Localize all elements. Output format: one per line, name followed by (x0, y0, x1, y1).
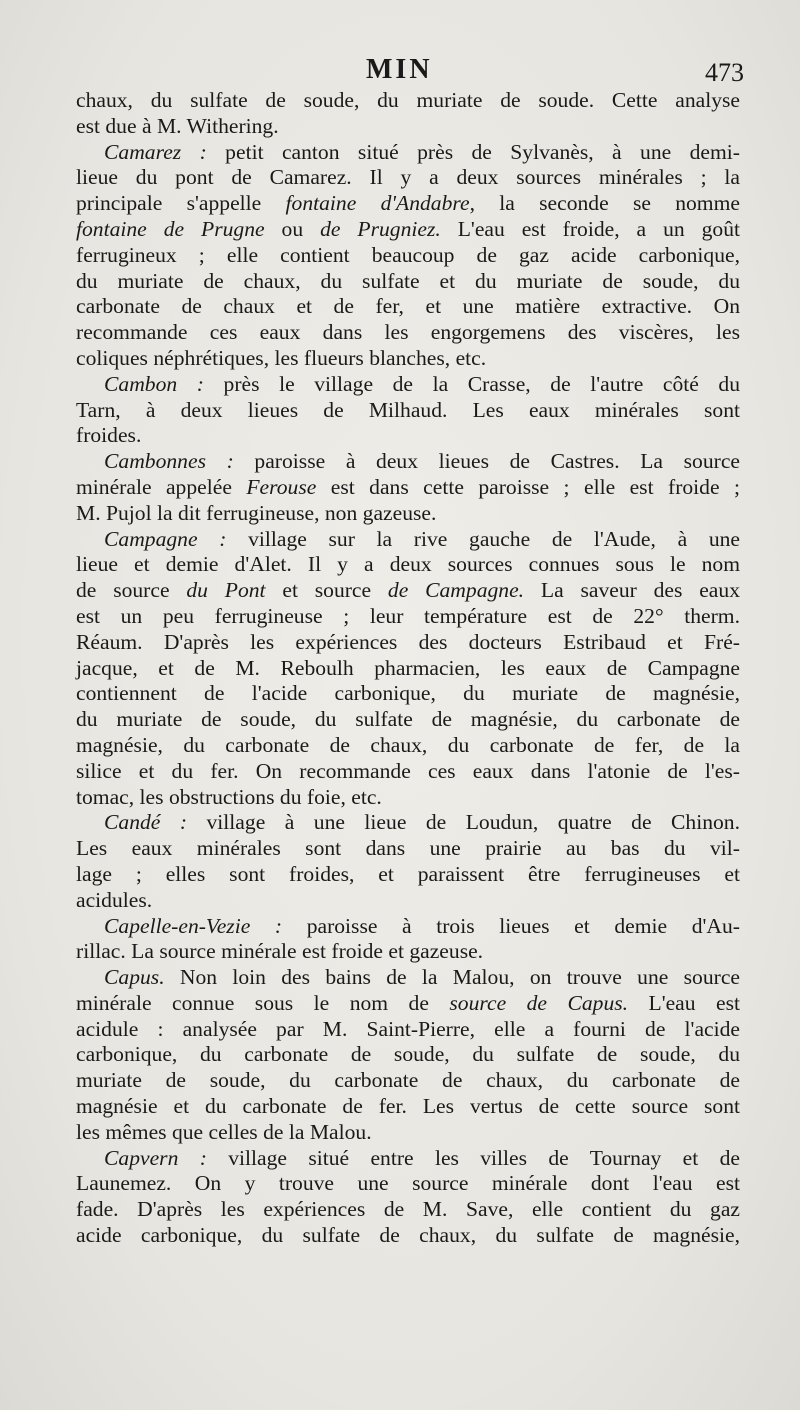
text-segment: lage ; elles sont froides, et paraissent être ferrugineuses et (76, 861, 740, 886)
text-line (76, 578, 740, 604)
text-line (76, 346, 740, 372)
text-line (76, 939, 740, 965)
text-segment: est un peu ferrugineuse ; leur température est de 22° therm. (76, 603, 740, 628)
text-segment: du muriate de chaux, du sulfate et du muriate de soude, du (76, 268, 740, 293)
text-line (76, 656, 740, 682)
italic-text: Cambonnes : (104, 449, 234, 474)
text-segment: magnésie, du carbonate de chaux, du carbonate de fer, de la (76, 732, 740, 757)
text-line (76, 914, 740, 940)
text-segment: Non loin des bains de la Malou, on trouve une source (164, 965, 740, 990)
text-line (76, 1146, 740, 1172)
italic-text: Campagne : (104, 526, 227, 551)
text-segment: M. Pujol la dit ferrugineuse, non gazeuse. (76, 500, 437, 525)
italic-text: de Campagne. (387, 578, 525, 603)
text-segment: lieue et demie d'Alet. Il y a deux sources connues sous le nom (76, 552, 740, 577)
text-segment: Tarn, à deux lieues de Milhaud. Les eaux minérales sont (76, 397, 740, 422)
text-segment: près le village de la Crasse, de l'autre côté du (203, 371, 740, 396)
text-line (76, 294, 740, 320)
text-segment: silice et du fer. On recommande ces eaux dans l'atonie de l'es- (76, 758, 740, 783)
text-line (76, 991, 740, 1017)
text-segment: froides. (76, 423, 142, 448)
text-segment: ferrugineux ; elle contient beaucoup de gaz acide carbonique, (76, 242, 740, 267)
text-line (76, 785, 740, 811)
text-segment: chaux, du sulfate de soude, du muriate de soude. Cette analyse (76, 88, 740, 112)
text-segment: minérale appelée (76, 474, 247, 499)
text-line (76, 243, 740, 269)
text-segment: carbonate de chaux et de fer, et une matière extractive. On (76, 294, 740, 319)
text-line (76, 217, 740, 243)
text-line (76, 836, 740, 862)
text-line (76, 140, 740, 166)
italic-text: Capvern : (104, 1145, 207, 1170)
text-line (76, 1017, 740, 1043)
text-segment: village sur la rive gauche de l'Aude, à une (226, 526, 740, 551)
text-line (76, 114, 740, 140)
text-segment: village situé entre les villes de Tournay et de (206, 1145, 740, 1170)
italic-text: fontaine de Prugne (76, 216, 265, 241)
text-line (76, 965, 740, 991)
text-segment: acidule : analysée par M. Saint-Pierre, elle a fourni de l'acide (76, 1016, 740, 1041)
text-line (76, 372, 740, 398)
text-segment: principale s'appelle (76, 191, 286, 216)
text-line (76, 862, 740, 888)
text-segment: acidules. (76, 887, 153, 912)
text-segment: carbonique, du carbonate de soude, du sulfate de soude, du (76, 1042, 740, 1067)
text-line (76, 888, 740, 914)
text-segment: muriate de soude, du carbonate de chaux, du carbonate de (76, 1068, 740, 1093)
page-header (76, 50, 744, 90)
text-segment: est dans cette paroisse ; elle est froide ; (316, 474, 740, 499)
italic-text: Capus. (104, 965, 165, 990)
text-line (76, 165, 740, 191)
text-segment: du muriate de soude, du sulfate de magnésie, du carbonate de (76, 707, 740, 732)
text-line (76, 1042, 740, 1068)
text-line (76, 398, 740, 424)
text-line (76, 733, 740, 759)
page-number: 473 (705, 58, 744, 87)
text-line (76, 1120, 740, 1146)
text-line (76, 1094, 740, 1120)
text-segment: tomac, les obstructions du foie, etc. (76, 784, 382, 809)
text-segment: les mêmes que celles de la Malou. (76, 1119, 372, 1144)
text-segment: lieue du pont de Camarez. Il y a deux sources minérales ; la (76, 165, 740, 190)
text-segment: Réaum. D'après les expériences des docteurs Estribaud et Fré- (76, 629, 740, 654)
text-line (76, 1223, 740, 1249)
text-segment: contiennent de l'acide carbonique, du muriate de magnésie, (76, 681, 740, 706)
text-segment: acide carbonique, du sulfate de chaux, du sulfate de magnésie, (76, 1223, 740, 1248)
text-line (76, 527, 740, 553)
text-line (76, 501, 740, 527)
text-segment: , la seconde se nomme (469, 191, 740, 216)
text-segment: rillac. La source minérale est froide et gazeuse. (76, 939, 484, 964)
text-line (76, 269, 740, 295)
text-segment: jacque, et de M. Reboulh pharmacien, les eaux de Campagne (76, 655, 740, 680)
italic-text: Candé : (104, 810, 188, 835)
text-segment: petit canton situé près de Sylvanès, à une demi- (206, 139, 740, 164)
text-line (76, 759, 740, 785)
text-segment: Les eaux minérales sont dans une prairie au bas du vil- (76, 836, 740, 861)
text-line (76, 1068, 740, 1094)
text-segment: L'eau est froide, a un goût (440, 216, 741, 241)
text-line (76, 1171, 740, 1197)
text-segment: paroisse à deux lieues de Castres. La source (233, 449, 740, 474)
text-line (76, 449, 740, 475)
text-line (76, 604, 740, 630)
text-segment: paroisse à trois lieues et demie d'Au- (282, 913, 740, 938)
text-segment: minérale connue sous le nom de (76, 990, 450, 1015)
text-segment: fade. D'après les expériences de M. Save, elle contient du gaz (76, 1197, 740, 1222)
text-line (76, 681, 740, 707)
text-line (76, 1197, 740, 1223)
text-line (76, 88, 740, 114)
italic-text: fontaine d'Andabre (285, 191, 470, 216)
italic-text: Cambon : (104, 371, 204, 396)
text-segment: est due à M. Withering. (76, 113, 279, 138)
text-line (76, 552, 740, 578)
italic-text: du Pont (186, 578, 266, 603)
body-text (76, 88, 740, 1249)
text-line (76, 423, 740, 449)
text-line (76, 475, 740, 501)
text-segment: et source (265, 578, 388, 603)
text-line (76, 191, 740, 217)
italic-text: source de Capus. (449, 990, 629, 1015)
text-line (76, 630, 740, 656)
italic-text: de Prugniez. (320, 216, 441, 241)
italic-text: Ferouse (246, 474, 317, 499)
italic-text: Capelle-en-Vezie : (104, 913, 283, 938)
text-line (76, 707, 740, 733)
text-segment: L'eau est (628, 990, 740, 1015)
text-segment: La saveur des eaux (524, 578, 740, 603)
running-head: MIN (366, 54, 433, 85)
text-segment: de source (76, 578, 187, 603)
text-segment: magnésie et du carbonate de fer. Les vertus de cette source sont (76, 1094, 740, 1119)
text-segment: recommande ces eaux dans les engorgemens des viscères, les (76, 320, 740, 345)
text-segment: village à une lieue de Loudun, quatre de Chinon. (187, 810, 741, 835)
text-segment: coliques néphrétiques, les flueurs blanches, etc. (76, 345, 487, 370)
text-segment: Launemez. On y trouve une source minérale dont l'eau est (76, 1171, 740, 1196)
text-segment: ou (264, 216, 321, 241)
text-line (76, 810, 740, 836)
text-line (76, 320, 740, 346)
italic-text: Camarez : (104, 139, 207, 164)
